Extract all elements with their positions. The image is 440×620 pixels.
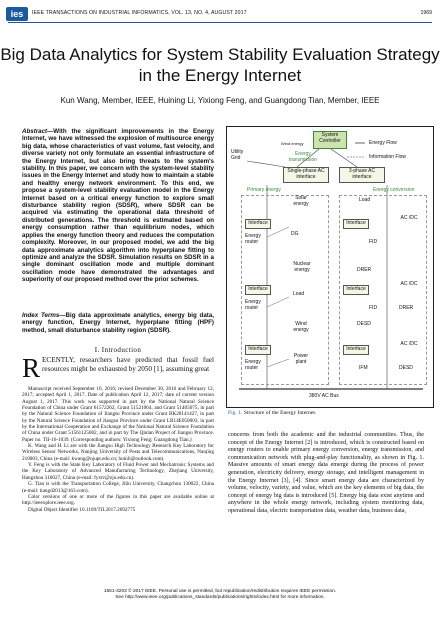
- single-phase-interface-box: Single-phase AC interface: [283, 167, 329, 183]
- primary-energy-label: Primary energy: [247, 187, 281, 193]
- interface-box: Interface: [245, 219, 271, 229]
- footnotes: [22, 386, 214, 513]
- nuclear-energy-label: Nuclear energy: [293, 261, 311, 273]
- copyright-line: 1551-3203 © 2017 IEEE. Personal use is permitted, but republication/redistribution requires IEEE permission.: [103, 589, 337, 594]
- wind-energy-small-label: Wind energy: [281, 141, 304, 146]
- copyright-notice: [0, 589, 440, 601]
- interface-box: Interface: [245, 345, 271, 355]
- dg-label: DG: [291, 231, 299, 237]
- dropcap: R: [22, 353, 41, 383]
- footnote-manuscript: Manuscript received September 16, 2016; revised December 30, 2016 and February 12, 2017; accepted April 1, 2017. Date of publication April 12, 2017; date of current version August 1, 2017. This work was supported in part by the National Natural Science Foundation of China under Grant 61572262, Grant 51521064, and Grant 51405075, in part by the Natural Science Foundation of Jiangsu Province under Grant BK20141427, in part by the Natural Science Foundation of Jiangsu Province under Grant LR14E050003, in part by the International Cooperation and Exchange of the National Natural Science Foundation of China under Grant 51561125002, and in part by The Qinlan Project of Jiangsu Province. Paper no. TII-16-1039. (Corresponding authors: Yixiong Feng; Guangdong Tian.): [22, 386, 214, 443]
- interface-box: Interface: [245, 285, 271, 295]
- caption-label: Fig. 1.: [228, 410, 243, 416]
- abstract-label: Abstract—: [22, 128, 54, 135]
- energy-flow-legend: Energy Flow: [369, 140, 397, 146]
- energy-transmission-label: Energy transmission: [288, 151, 318, 163]
- ifm-label: IFM: [359, 365, 368, 371]
- section-heading: I. Introduction: [94, 346, 142, 354]
- energy-internet-figure: [226, 126, 434, 408]
- author-list: Kun Wang, Member, IEEE, Huining Li, Yixiong Feng, and Guangdong Tian, Member, IEEE: [60, 96, 380, 105]
- footnote-affiliation: G. Tian is with the Transportation College, Jilin University, Changchun 130022, China (e-mail: tiangd2013@163.com).: [22, 481, 214, 494]
- footnote-color: Color versions of one or more of the figures in this paper are available online at http://ieeexplore.ieee.org.: [22, 493, 214, 507]
- energy-router-label: Energy router: [245, 359, 261, 371]
- drer-label: DRER: [357, 267, 372, 273]
- page-number: 1969: [420, 10, 432, 16]
- ies-logo: ies: [6, 7, 28, 21]
- energy-router-label: Energy router: [245, 233, 261, 245]
- fid-label: FID: [369, 239, 378, 245]
- ac-dc-label: AC /DC: [400, 281, 418, 287]
- paper-title: Big Data Analytics for System Stability Evaluation Strategy in the Energy Internet: [0, 45, 440, 85]
- fid-label: FID: [369, 305, 378, 311]
- load-label: Load: [359, 197, 371, 203]
- desd-label: DESD: [357, 321, 371, 327]
- ac-bus-label: 380V AC Bus: [309, 393, 339, 399]
- wind-energy-label: Wind energy: [293, 321, 309, 333]
- right-column-text: concerns from both the academic and the industrial communities. Thus, the concept of the Energy Internet [2] is introduced, which is constructed based on energy routers to enable primary energy conversion, energy transmission, and communication network with plug-and-play functionality, as shown in Fig. 1. Massive amounts of smart energy data emerge during the process of power generation, electricity delivery, energy storage, and intelligent management in the Energy Internet [3], [4]. Since smart energy data are characterized by volume, velocity, variety, and value, which are the key elements of big data, the concept of energy big data is introduced [5]. Energy big data exist anytime and anywhere in the whole energy network, including system monitoring data, operational data, electric transportation data, weather data, business data,: [228, 432, 424, 514]
- abstract: [22, 128, 214, 284]
- ac-dc-label: AC /DC: [400, 341, 418, 347]
- interface-box: Interface: [343, 345, 369, 355]
- ac-dc-label: AC /DC: [400, 215, 418, 221]
- footnote-affiliation: K. Wang and H. Li are with the Jiangsu High Technology Research Key Laboratory for Wireless Sensor Networks, Nanjing University of Posts and Telecommunications, Nanjing 210003, China (e-mail: kwang@njupt.edu.cn; huinli@outlook.com).: [22, 443, 214, 462]
- power-plant-label: Power plant: [293, 353, 309, 365]
- intro-text: ECENTLY, researchers have predicted that fossil fuel resources might be exhausted by 2050 [1], assuming great: [42, 356, 214, 373]
- load-label: Load: [293, 291, 305, 297]
- energy-router-label: Energy router: [245, 299, 261, 311]
- three-phase-interface-box: 3-phase AC interface: [339, 167, 385, 183]
- footnote-doi: Digital Object Identifier 10.1109/TII.2017.2692775: [28, 506, 136, 513]
- figure-caption: [228, 410, 316, 416]
- solar-energy-label: Solar energy: [293, 195, 309, 207]
- information-flow-legend: Information Flow: [369, 154, 406, 160]
- rights-link-line: See http://www.ieee.org/publications_standards/publications/rights/index.html for more information.: [115, 595, 325, 601]
- header-rule: [8, 22, 432, 23]
- utility-grid-label: Utility Grid: [231, 149, 244, 161]
- journal-name: IEEE TRANSACTIONS ON INDUSTRIAL INFORMATICS, VOL. 13, NO. 4, AUGUST 2017: [32, 10, 247, 16]
- index-terms-label: Index Terms—: [22, 312, 66, 319]
- abstract-text: With the significant improvements in the Energy Internet, we have witnessed the explosion of multisource energy big data, whose characteristics of vast volume, fast velocity, and diverse variety not only formulate an essential infrastructure of the Energy Internet, but also bring threats to the system's stability. In this paper, we concern with the system-level stability issues in the Energy Internet and study how to maintain a stable and healthy energy network environment. To this end, we propose a system-level stability evaluation model in the Energy Internet based on a critical energy function to explore small disturbance stability region (SDSR), where SDSR can be acquired via estimating the operational data threshold of distributed generations. The threshold is estimated based on energy consumption rather than equilibrium nodes, which applies the energy function theory and reduces the computation complexity. Moreover, in our proposed model, we add the big data approximate analytics algorithm into hyperplane fitting to optimize and analyze the SDSR. Simulation results on SDSR in a single dominant oscillation mode and multiple dominant oscillation mode have demonstrated the advantages and superiority of our proposed method over the prior schemes.: [22, 128, 214, 284]
- caption-text: Structure of the Energy Internet.: [243, 410, 317, 416]
- energy-conversion-label: Energy conversion: [373, 187, 415, 193]
- index-terms-text: Big data approximate analytics, energy big data, energy function, Energy Internet, hyperplane fitting (HPF) method, small disturbance stability region (SDSR).: [22, 312, 214, 334]
- index-terms: [22, 312, 214, 334]
- system-controller-box: System Controller: [313, 131, 347, 149]
- interface-box: Interface: [343, 285, 369, 295]
- desd-label: DESD: [399, 365, 413, 371]
- interface-box: Interface: [343, 219, 369, 229]
- intro-paragraph: [22, 353, 214, 383]
- drer-label: DRER: [399, 305, 414, 311]
- footnote-affiliation: Y. Feng is with the State Key Laboratory of Fluid Power and Mechatronic Systems and the Key Laboratory of Advanced Manufacturing Technology, Zhejiang University, Hangzhou 310027, China (e-mail: fyxtv@zju.edu.cn).: [22, 462, 214, 481]
